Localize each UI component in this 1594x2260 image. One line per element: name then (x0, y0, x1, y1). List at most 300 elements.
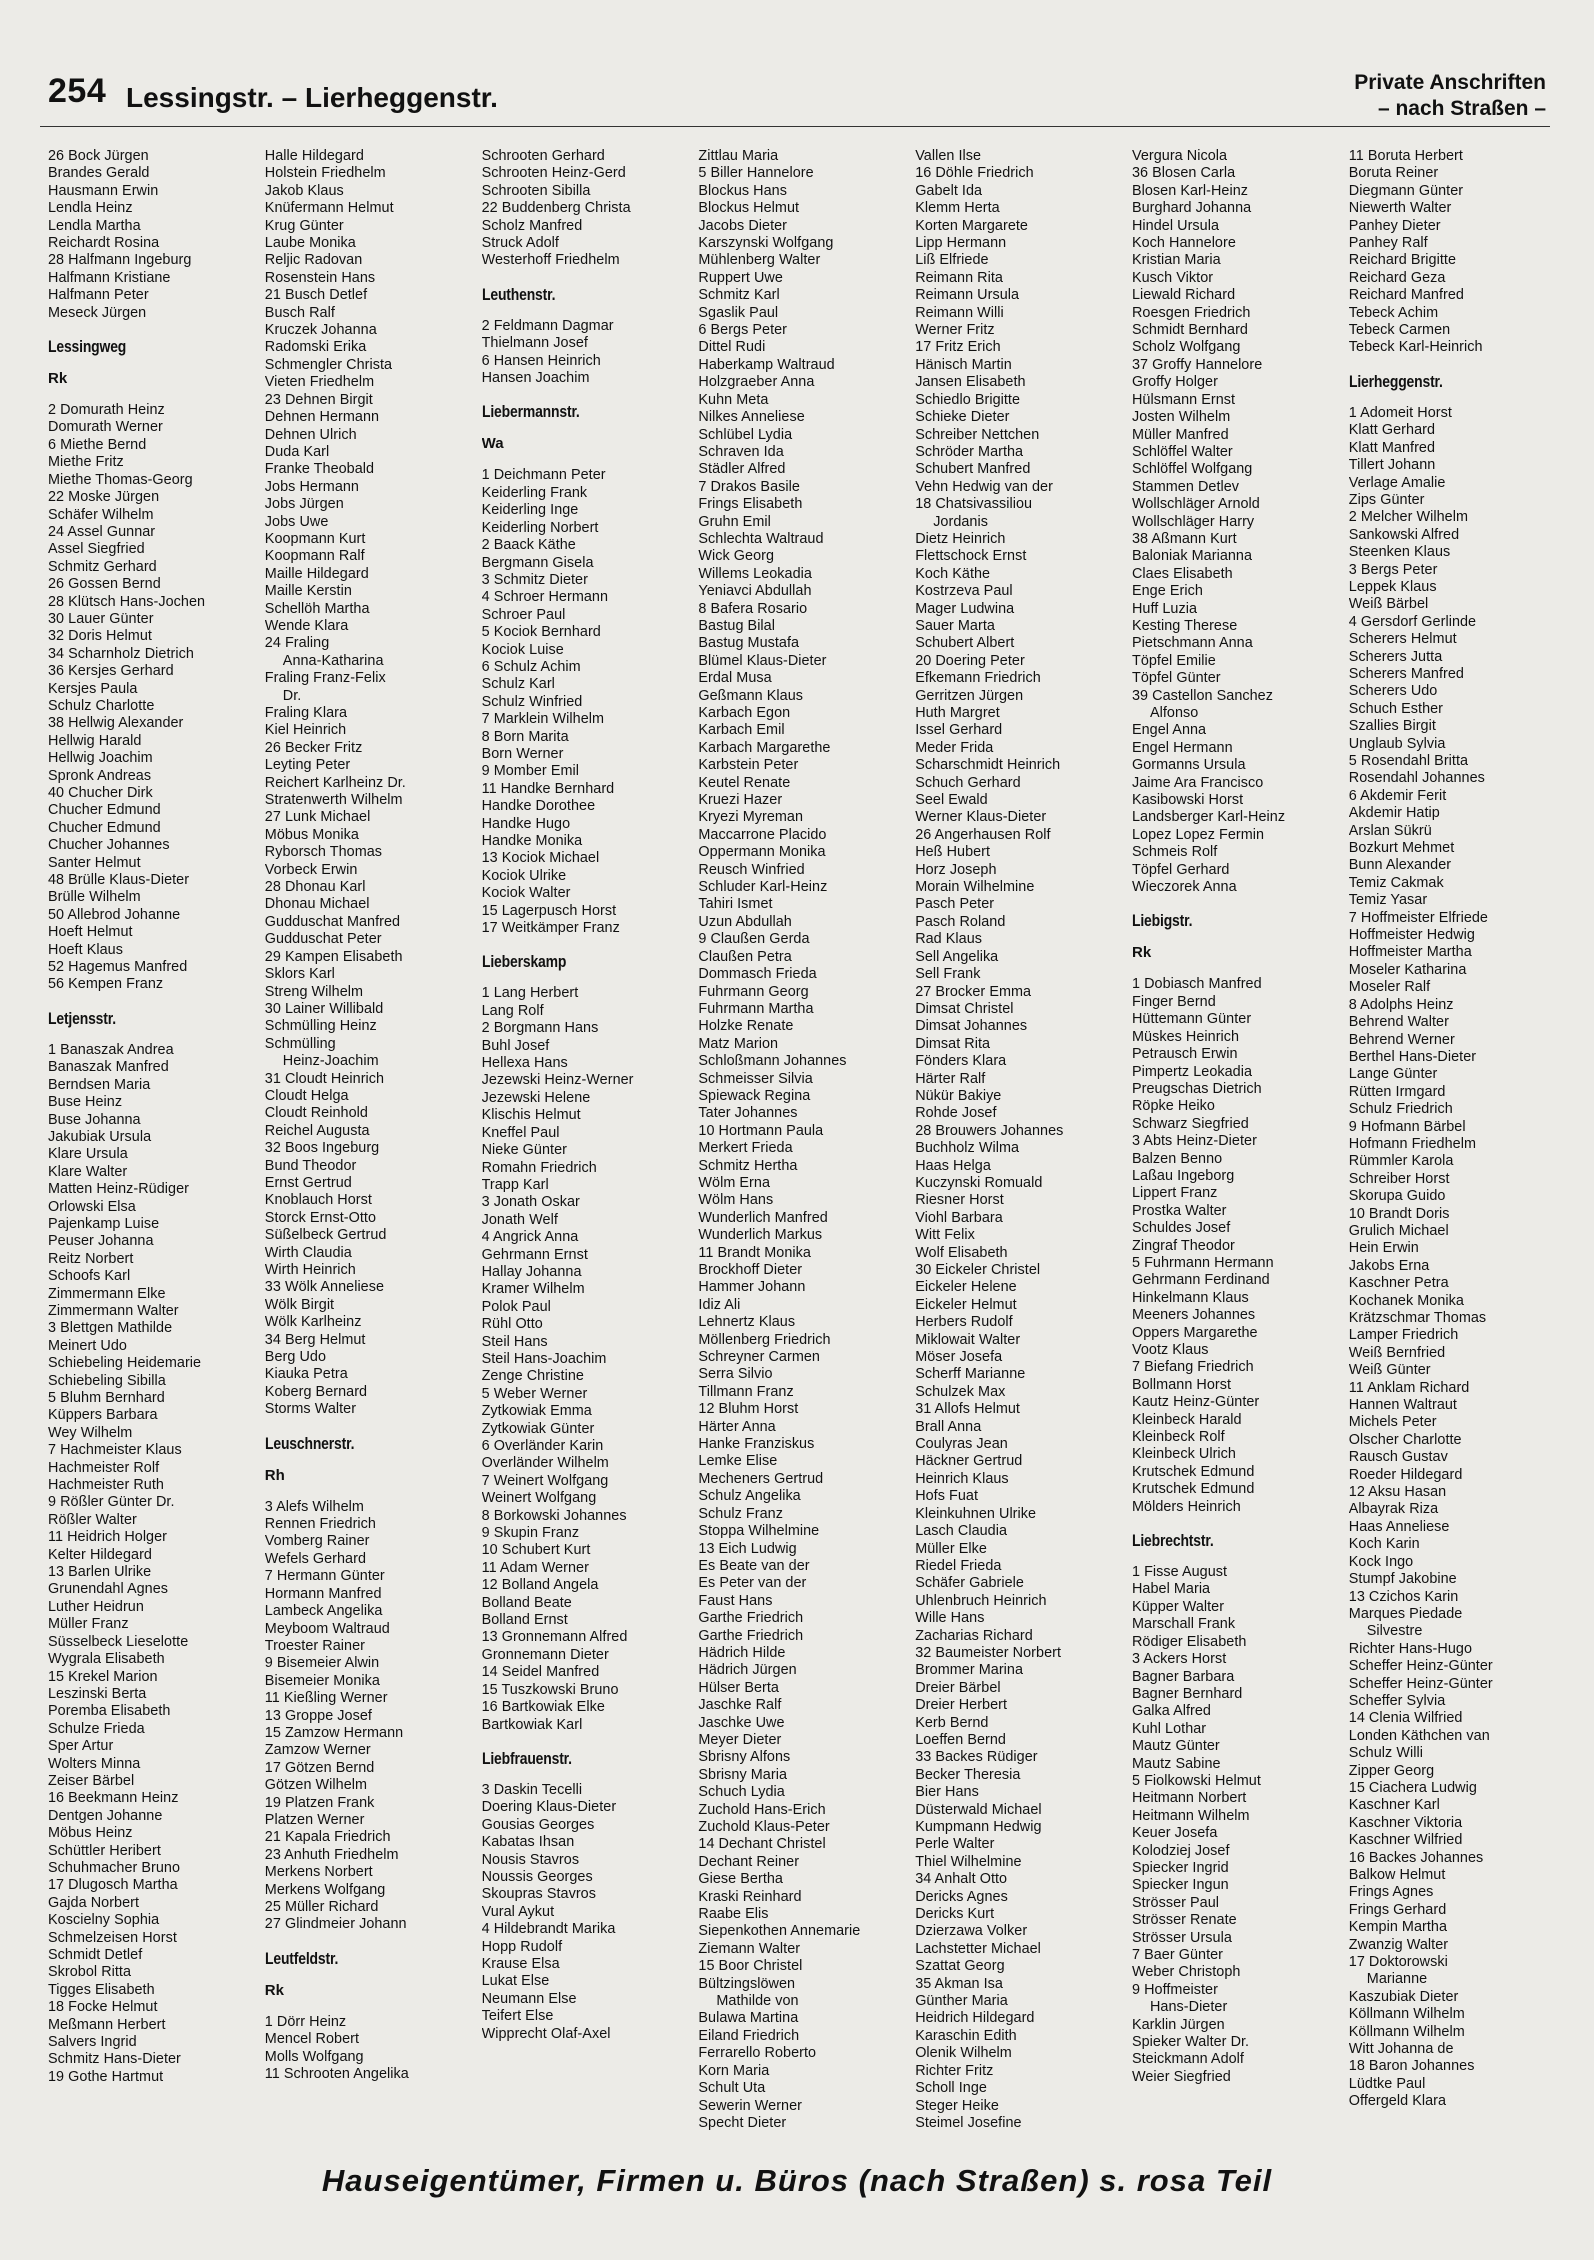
resident-entry: Jacobs Dieter (698, 217, 788, 234)
resident-entry-continuation: Hans-Dieter (1149, 1999, 1228, 2016)
resident-entry: Gormanns Ursula (1131, 757, 1246, 774)
resident-entry: Bagner Barbara (1131, 1668, 1235, 1685)
resident-entry: Panhey Ralf (1348, 235, 1428, 252)
resident-entry: Baloniak Marianna (1131, 548, 1253, 565)
resident-entry: Steenken Klaus (1348, 544, 1451, 561)
resident-entry: Zuchold Klaus-Peter (698, 1819, 830, 1835)
resident-entry: Gousias Georges (481, 1816, 595, 1833)
resident-entry: Molls Wolfgang (264, 2048, 364, 2065)
resident-entry: 52 Hagemus Manfred (48, 959, 188, 976)
resident-entry: Keiderling Frank (481, 484, 588, 501)
resident-entry: 30 Lauer Günter (48, 610, 154, 627)
resident-entry: Schroer Paul (481, 606, 566, 623)
resident-entry: Finger Bernd (1131, 993, 1216, 1010)
resident-entry: 2 Baack Käthe (481, 537, 576, 554)
resident-entry: Laßau Ingeborg (1131, 1167, 1235, 1184)
resident-entry: 3 Bergs Peter (1348, 561, 1438, 578)
resident-entry: Tillmann Franz (698, 1383, 794, 1400)
resident-entry: Schuhmacher Bruno (48, 1859, 181, 1876)
resident-entry: Holzgraeber Anna (698, 374, 815, 391)
resident-entry: Lukat Else (481, 1973, 550, 1990)
resident-entry: Dietz Heinrich (915, 530, 1006, 547)
resident-entry: Töpfel Günter (1131, 670, 1221, 687)
resident-entry: Meßmann Herbert (48, 2016, 166, 2033)
resident-entry: Buhl Josef (481, 1037, 550, 1054)
resident-entry: 34 Berg Helmut (264, 1331, 366, 1348)
resident-entry: Meeners Johannes (1131, 1307, 1256, 1324)
resident-entry: Reichert Karlheinz Dr. (264, 774, 406, 791)
resident-entry: Cloudt Helga (264, 1087, 349, 1104)
resident-entry: 30 Eickeler Christel (915, 1262, 1041, 1278)
resident-entry: Kleinbeck Harald (1131, 1411, 1242, 1428)
resident-entry: Pajenkamp Luise (48, 1215, 160, 1232)
resident-entry: Vomberg Rainer (264, 1533, 370, 1550)
resident-entry: Niewerth Walter (1348, 200, 1452, 217)
resident-entry: Hallay Johanna (481, 1263, 582, 1280)
resident-entry: Schieke Dieter (915, 409, 1010, 426)
resident-entry: Miethe Thomas-Georg (48, 471, 193, 488)
resident-entry: 11 Heidrich Holger (48, 1529, 168, 1546)
resident-entry-continuation: Mathilde von (716, 1993, 799, 2010)
resident-entry: Dimsat Johannes (915, 1018, 1028, 1035)
resident-entry: Koch Käthe (915, 565, 991, 582)
resident-entry: Schult Uta (698, 2080, 766, 2097)
resident-entry: Albayrak Riza (1348, 1501, 1439, 1518)
resident-entry: Laube Monika (264, 235, 356, 252)
resident-entry: Peuser Johanna (48, 1233, 154, 1250)
resident-entry: Wieczorek Anna (1131, 879, 1237, 896)
resident-entry: Bier Hans (915, 1784, 979, 1801)
resident-entry: Koscielny Sophia (48, 1912, 160, 1929)
resident-entry: Wölm Hans (698, 1192, 774, 1209)
resident-entry: 28 Halfmann Ingeburg (48, 252, 192, 269)
resident-entry: Strösser Renate (1131, 1912, 1237, 1929)
resident-entry: Dericks Agnes (915, 1888, 1008, 1905)
resident-entry: Koch Hannelore (1131, 235, 1236, 252)
resident-entry: Schmitz Karl (698, 287, 780, 304)
resident-entry: Leszinski Berta (48, 1685, 147, 1702)
resident-entry: Schrooten Heinz-Gerd (481, 165, 626, 182)
resident-entry: Kersjes Paula (48, 680, 138, 697)
resident-entry: 17 Dlugosch Martha (48, 1877, 178, 1894)
resident-entry: 1 Deichmann Peter (481, 467, 606, 484)
resident-entry: 26 Becker Fritz (264, 739, 363, 756)
resident-entry: Londen Käthchen van (1348, 1727, 1490, 1744)
resident-entry: Schlübel Lydia (698, 426, 793, 443)
resident-entry: Storck Ernst-Otto (264, 1209, 377, 1226)
resident-entry: Koopmann Ralf (264, 548, 365, 565)
resident-entry: Möbus Monika (264, 826, 359, 843)
resident-entry: Korn Maria (698, 2062, 770, 2079)
resident-entry: 29 Kampen Elisabeth (264, 948, 403, 965)
resident-entry: Holstein Friedhelm (264, 165, 386, 182)
resident-entry: 2 Domurath Heinz (48, 402, 165, 419)
resident-entry-continuation: Jordanis (933, 513, 988, 530)
resident-entry: 32 Baumeister Norbert (915, 1644, 1062, 1661)
resident-entry: Jezewski Heinz-Werner (481, 1072, 634, 1089)
resident-entry: Zipper Georg (1348, 1762, 1435, 1779)
resident-entry: Krutschek Edmund (1131, 1481, 1255, 1498)
resident-entry: Diegmann Günter (1348, 182, 1464, 199)
resident-entry: Karaschin Edith (915, 2027, 1017, 2044)
resident-entry: 1 Fisse August (1131, 1564, 1228, 1581)
resident-entry: Karbach Egon (698, 705, 791, 721)
resident-entry: Scholz Wolfgang (1131, 339, 1241, 356)
resident-entry: Kociok Walter (481, 885, 571, 902)
resident-entry: Gruhn Emil (698, 513, 771, 530)
resident-entry: Brockhoff Dieter (698, 1262, 803, 1278)
resident-entry: 15 Krekel Marion (48, 1668, 158, 1685)
resident-entry: Ernst Gertrud (264, 1174, 352, 1191)
resident-entry: Zips Günter (1348, 491, 1425, 508)
resident-entry: 13 Gronnemann Alfred (481, 1629, 628, 1646)
resident-entry: Mautz Sabine (1131, 1755, 1221, 1772)
resident-entry: Preugschas Dietrich (1131, 1080, 1262, 1097)
resident-entry: Dommasch Frieda (698, 966, 817, 983)
resident-entry: Riedel Frieda (915, 1557, 1002, 1574)
resident-entry: 8 Borkowski Johannes (481, 1507, 627, 1524)
resident-entry: Karszynski Wolfgang (698, 235, 834, 252)
resident-entry: Wende Klara (264, 617, 349, 634)
resident-entry: Schuldes Josef (1131, 1220, 1231, 1237)
resident-entry: Marschall Frank (1131, 1616, 1236, 1633)
resident-entry: 5 Weber Werner (481, 1385, 588, 1402)
resident-entry: 13 Barlen Ulrike (48, 1564, 152, 1581)
resident-entry: 32 Boos Ingeburg (264, 1140, 380, 1157)
resident-entry: Ruppert Uwe (698, 269, 783, 286)
resident-entry: Kociok Luise (481, 641, 564, 658)
resident-entry: Kolodziej Josef (1131, 1842, 1230, 1859)
resident-entry: Teifert Else (481, 2008, 554, 2025)
resident-entry: Fönders Klara (915, 1053, 1007, 1070)
resident-entry: Bergmann Gisela (481, 554, 594, 571)
resident-entry: Serra Silvio (698, 1366, 773, 1383)
resident-entry: Viohl Barbara (915, 1209, 1003, 1226)
resident-entry: Hoffmeister Hedwig (1348, 927, 1475, 944)
resident-entry: Kostrzeva Paul (915, 583, 1013, 600)
resident-entry: Spronk Andreas (48, 767, 152, 784)
resident-entry: Matten Heinz-Rüdiger (48, 1181, 189, 1198)
resident-entry: Jakob Klaus (264, 182, 344, 199)
resident-entry: Hopp Rudolf (481, 1938, 563, 1955)
resident-entry: Perle Walter (915, 1836, 995, 1853)
resident-entry: Temiz Cakmak (1348, 874, 1444, 891)
resident-entry: Behrend Walter (1348, 1014, 1449, 1031)
resident-entry: Liß Elfriede (915, 252, 989, 269)
resident-entry: Lachstetter Michael (915, 1940, 1041, 1957)
resident-entry: 10 Hortmann Paula (698, 1122, 824, 1139)
resident-entry: Witt Felix (915, 1227, 975, 1244)
resident-entry: Hülser Berta (698, 1679, 779, 1696)
resident-entry: Pietschmann Anna (1131, 635, 1253, 652)
resident-entry: Weier Siegfried (1131, 2068, 1231, 2085)
resident-entry: Behrend Werner (1348, 1031, 1455, 1048)
resident-entry: Erdal Musa (698, 670, 772, 687)
resident-entry: Troester Rainer (264, 1637, 365, 1654)
resident-entry: Schmitz Hans-Dieter (48, 2051, 181, 2068)
resident-entry: Scherers Helmut (1348, 631, 1457, 648)
resident-entry: Schlöffel Wolfgang (1131, 461, 1253, 478)
resident-entry: Kleinkuhnen Ulrike (915, 1505, 1037, 1522)
resident-entry: Uzun Abdullah (698, 913, 792, 930)
section-label-line1: Private Anschriften (1354, 71, 1546, 94)
resident-entry: Bültzingslöwen (698, 1975, 796, 1992)
resident-entry: Schiedlo Brigitte (915, 391, 1021, 408)
resident-entry: Hein Erwin (1348, 1240, 1419, 1257)
resident-entry: Bollmann Horst (1131, 1376, 1232, 1393)
resident-entry: Morain Wilhelmine (915, 879, 1035, 896)
resident-entry: Faust Hans (698, 1592, 773, 1609)
street-heading: Liebfrauenstr. (481, 1748, 572, 1768)
resident-entry: Halle Hildegard (264, 148, 364, 164)
resident-entry: Städler Alfred (698, 461, 786, 478)
resident-entry: Luther Heidrun (48, 1598, 144, 1615)
resident-entry: 2 Feldmann Dagmar (481, 317, 614, 334)
resident-entry: 24 Fraling (264, 635, 330, 652)
resident-entry: Klare Ursula (48, 1146, 128, 1163)
resident-entry: Huff Luzia (1131, 600, 1198, 617)
resident-entry: Möbus Heinz (48, 1825, 133, 1842)
resident-entry: Koopmann Kurt (264, 530, 366, 547)
resident-entry: Loeffen Bernd (915, 1731, 1006, 1748)
resident-entry: Busch Ralf (264, 304, 335, 321)
resident-entry: Balzen Benno (1131, 1150, 1223, 1167)
resident-entry: 3 Blettgen Mathilde (48, 1320, 173, 1337)
resident-entry: 13 Kociok Michael (481, 850, 600, 867)
resident-entry: Dechant Reiner (698, 1853, 800, 1870)
resident-entry: 18 Baron Johannes (1348, 2058, 1475, 2075)
resident-entry: Scheffer Heinz-Günter (1348, 1675, 1493, 1692)
resident-entry: Schoofs Karl (48, 1268, 131, 1285)
resident-entry: Kusch Viktor (1131, 269, 1214, 286)
resident-entry: Schuch Gerhard (915, 774, 1021, 791)
resident-entry: 4 Angrick Anna (481, 1229, 579, 1246)
resident-entry: Hellexa Hans (481, 1055, 568, 1072)
resident-entry: Kramer Wilhelm (481, 1281, 585, 1298)
resident-entry: Bozkurt Mehmet (1348, 840, 1455, 857)
resident-entry: 36 Blosen Carla (1131, 165, 1236, 182)
resident-entry: Tebeck Karl-Heinrich (1348, 339, 1483, 356)
resident-entry: Dehnen Hermann (264, 409, 380, 426)
resident-entry: Zuchold Hans-Erich (698, 1801, 826, 1818)
resident-entry: Müskes Heinrich (1131, 1028, 1240, 1045)
resident-entry-continuation: Marianne (1366, 1971, 1428, 1988)
resident-entry: Nilkes Anneliese (698, 409, 805, 426)
resident-entry: Schubert Manfred (915, 461, 1031, 478)
resident-entry: Roeder Hildegard (1348, 1466, 1463, 1483)
district-code: Rk (264, 1981, 284, 1999)
resident-entry: Vergura Nicola (1131, 148, 1228, 164)
resident-entry: Haas Anneliese (1348, 1518, 1450, 1535)
resident-entry: 5 Fuhrmann Hermann (1131, 1254, 1274, 1271)
resident-entry: 14 Seidel Manfred (481, 1664, 600, 1681)
resident-entry: Tillert Johann (1348, 457, 1436, 474)
resident-entry: Töpfel Emilie (1131, 652, 1216, 669)
resident-entry: Jaschke Ralf (698, 1697, 782, 1714)
resident-entry: Sgaslik Paul (698, 304, 779, 321)
street-heading: Lierheggenstr. (1348, 371, 1443, 391)
resident-entry: 28 Klütsch Hans-Jochen (48, 593, 206, 610)
resident-entry: Heinrich Klaus (915, 1470, 1009, 1487)
resident-entry: Jezewski Helene (481, 1089, 591, 1106)
resident-entry: Raabe Elis (698, 1906, 769, 1923)
resident-entry: Reimann Rita (915, 269, 1003, 286)
resident-entry: 21 Kapala Friedrich (264, 1829, 391, 1846)
resident-entry: Hellwig Harald (48, 732, 142, 749)
resident-entry: Es Peter van der (698, 1575, 807, 1592)
resident-entry: Schloßmann Johannes (698, 1053, 847, 1070)
resident-entry: Kryezi Myreman (698, 809, 804, 826)
resident-entry: Scheffer Sylvia (1348, 1692, 1446, 1709)
resident-entry: 16 Döhle Friedrich (915, 165, 1034, 182)
resident-entry: Brall Anna (915, 1418, 982, 1435)
resident-entry: Dreier Herbert (915, 1697, 1008, 1714)
resident-entry: Schäfer Gabriele (915, 1575, 1024, 1592)
resident-entry: Wölm Erna (698, 1174, 771, 1191)
resident-entry: 28 Brouwers Johannes (915, 1122, 1064, 1139)
resident-entry: Tebeck Carmen (1348, 322, 1451, 339)
resident-entry: Sauer Marta (915, 617, 995, 634)
resident-entry: Arslan Sükrü (1348, 822, 1432, 839)
resident-entry: 3 Jonath Oskar (481, 1194, 580, 1211)
resident-entry: Skoupras Stavros (481, 1886, 596, 1903)
resident-entry: Meinert Udo (48, 1337, 127, 1354)
resident-entry: Leyting Peter (264, 757, 351, 774)
resident-entry: Hachmeister Rolf (48, 1459, 160, 1476)
resident-entry: Michels Peter (1348, 1414, 1437, 1431)
resident-entry: Schmeisser Silvia (698, 1070, 813, 1087)
resident-entry: Wolters Minna (48, 1755, 141, 1772)
resident-entry: Härter Ralf (915, 1070, 986, 1087)
resident-entry: Habel Maria (1131, 1581, 1211, 1598)
resident-entry: 3 Daskin Tecelli (481, 1781, 583, 1798)
resident-entry: Neumann Else (481, 1990, 577, 2007)
resident-entry: Blockus Helmut (698, 200, 800, 217)
resident-entry: 6 Miethe Bernd (48, 436, 147, 453)
resident-entry: Knoblauch Horst (264, 1192, 372, 1209)
resident-entry: Spiecker Ingrid (1131, 1859, 1229, 1876)
resident-entry: Liewald Richard (1131, 287, 1236, 304)
resident-entry: Skrobol Ritta (48, 1964, 132, 1981)
resident-entry: Berg Udo (264, 1349, 326, 1366)
resident-entry: Gajda Norbert (48, 1894, 140, 1911)
resident-entry: Schlöffel Walter (1131, 443, 1233, 460)
resident-entry: 5 Biller Hannelore (698, 165, 814, 182)
resident-entry: Wygrala Elisabeth (48, 1651, 165, 1668)
resident-entry: Idiz Ali (698, 1296, 741, 1313)
resident-entry: 31 Allofs Helmut (915, 1401, 1020, 1418)
resident-entry: 19 Gothe Hartmut (48, 2068, 164, 2085)
resident-entry: Olenik Wilhelm (915, 2045, 1012, 2062)
resident-entry: Vallen Ilse (915, 148, 982, 164)
resident-entry: Reichard Brigitte (1348, 252, 1457, 269)
resident-entry: Boruta Reiner (1348, 165, 1439, 182)
resident-entry: Zacharias Richard (915, 1627, 1033, 1644)
resident-entry: Kaszubiak Dieter (1348, 1988, 1459, 2005)
resident-entry: 33 Backes Rüdiger (915, 1749, 1038, 1766)
resident-entry: 6 Hansen Heinrich (481, 352, 601, 369)
resident-entry: Chucher Johannes (48, 837, 170, 854)
resident-entry: Dehnen Ulrich (264, 426, 357, 443)
resident-entry: Reimann Ursula (915, 287, 1020, 304)
resident-entry: 1 Banaszak Andrea (48, 1041, 174, 1058)
resident-entry: Oppermann Monika (698, 844, 826, 861)
resident-entry: Balkow Helmut (1348, 1867, 1446, 1883)
resident-entry: Engel Hermann (1131, 739, 1233, 756)
resident-entry: Wirth Claudia (264, 1244, 352, 1261)
resident-entry: 1 Lang Herbert (481, 985, 579, 1002)
resident-entry: Kuhl Lothar (1131, 1720, 1207, 1737)
resident-entry: Möllenberg Friedrich (698, 1331, 831, 1348)
resident-entry: Zingraf Theodor (1131, 1237, 1235, 1254)
resident-entry: Witt Johanna de (1348, 2041, 1454, 2058)
resident-entry: 22 Moske Jürgen (48, 489, 160, 506)
resident-entry: Kruczek Johanna (264, 322, 377, 339)
resident-entry: Jobs Uwe (264, 513, 329, 530)
resident-entry: 16 Beekmann Heinz (48, 1790, 179, 1807)
resident-entry: Scherers Jutta (1348, 648, 1443, 665)
resident-entry: Westerhoff Friedhelm (481, 252, 620, 269)
resident-entry: Müller Elke (915, 1540, 987, 1557)
resident-entry: Töpfel Gerhard (1131, 861, 1230, 878)
resident-entry: 30 Lainer Willibald (264, 1000, 384, 1017)
resident-entry: Klatt Manfred (1348, 439, 1436, 456)
resident-entry: Scharschmidt Heinrich (915, 757, 1061, 774)
resident-entry: Hormann Manfred (264, 1585, 382, 1602)
resident-entry: Keutel Renate (698, 774, 791, 791)
resident-entry: Schulz Friedrich (1348, 1101, 1453, 1118)
resident-entry: 10 Brandt Doris (1348, 1205, 1450, 1222)
resident-entry: Kiauka Petra (264, 1366, 348, 1383)
resident-entry: Akdemir Hatip (1348, 805, 1440, 822)
resident-entry: Küpper Walter (1131, 1598, 1225, 1615)
resident-entry: Vural Aykut (481, 1903, 555, 1920)
resident-entry: 16 Bartkowiak Elke (481, 1699, 605, 1716)
resident-entry: Vorbeck Erwin (264, 861, 358, 878)
resident-entry: Ryborsch Thomas (264, 844, 383, 861)
resident-entry: 9 Momber Emil (481, 763, 580, 780)
resident-entry: Berndsen Maria (48, 1076, 151, 1093)
resident-entry: Jaime Ara Francisco (1131, 774, 1264, 791)
resident-entry: Oppers Margarethe (1131, 1324, 1258, 1341)
section-label-line2: – nach Straßen – (1377, 97, 1546, 120)
resident-entry: Schellöh Martha (264, 600, 370, 617)
resident-entry: Kesting Therese (1131, 617, 1238, 634)
resident-entry: 33 Wölk Anneliese (264, 1279, 385, 1296)
resident-entry: Buse Johanna (48, 1111, 141, 1128)
resident-entry: Zytkowiak Emma (481, 1403, 592, 1420)
resident-entry: 21 Busch Detlef (264, 287, 368, 304)
resident-entry: Unglaub Sylvia (1348, 735, 1446, 752)
resident-entry: Wirth Heinrich (264, 1262, 356, 1278)
section-label (1286, 70, 1546, 122)
resident-entry: Weinert Wolfgang (481, 1490, 597, 1507)
resident-entry: Yeniavci Abdullah (698, 583, 812, 600)
resident-entry: Vehn Hedwig van der (915, 478, 1053, 495)
resident-entry: Sankowski Alfred (1348, 526, 1460, 543)
resident-entry: 19 Platzen Frank (264, 1794, 375, 1811)
resident-entry: Kaschner Wilfried (1348, 1832, 1463, 1849)
district-code: Rh (264, 1466, 285, 1484)
resident-entry: Zeiser Bärbel (48, 1772, 135, 1789)
resident-entry: Cloudt Reinhold (264, 1105, 368, 1122)
resident-entry: 37 Groffy Hannelore (1131, 356, 1263, 373)
resident-entry: Noussis Georges (481, 1868, 593, 1885)
resident-entry: Specht Dieter (698, 2114, 787, 2131)
resident-entry: Schulz Karl (481, 676, 555, 693)
resident-entry: Kaschner Karl (1348, 1797, 1440, 1814)
resident-entry: Hädrich Jürgen (698, 1662, 797, 1679)
